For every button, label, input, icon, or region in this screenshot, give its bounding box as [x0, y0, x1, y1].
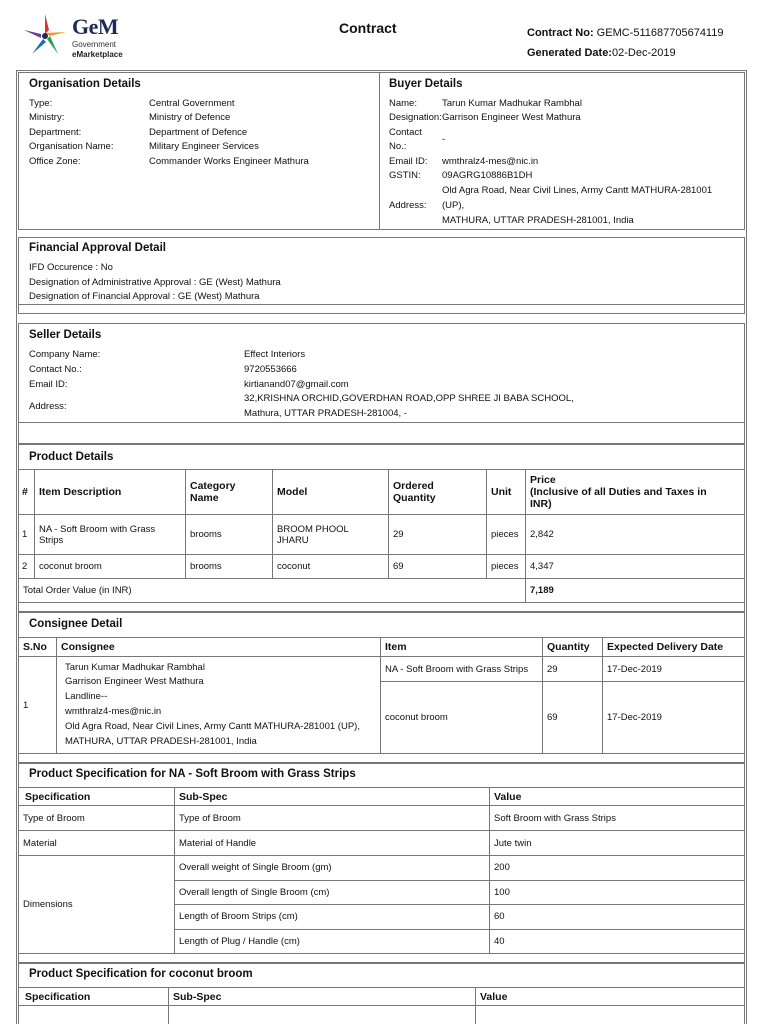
spec2-header-row	[19, 988, 745, 1006]
buyer-designation-label: Designation:	[389, 112, 442, 123]
consignee-line: Landline--	[65, 691, 108, 703]
spec-sub	[169, 1006, 476, 1024]
buyer-title: Buyer Details	[389, 78, 463, 90]
row-price: 4,347	[526, 555, 745, 579]
col-model: Model	[273, 470, 389, 515]
col-spec: Specification	[19, 988, 169, 1006]
col-price	[526, 470, 745, 515]
row-model: coconut	[273, 555, 389, 579]
consignee-line: MATHURA, UTTAR PRADESH-281001, India	[65, 735, 257, 747]
consignee-qty: 69	[543, 682, 603, 754]
total-row	[19, 579, 745, 603]
seller-contact: 9720553666	[244, 364, 297, 375]
page-title: Contract	[339, 20, 397, 36]
contract-number-label: Contract No:	[527, 27, 594, 39]
table-row	[19, 806, 745, 831]
buyer-contact: -	[442, 134, 446, 145]
consignee-title: Consignee Detail	[29, 618, 123, 630]
consignee-line: Old Agra Road, Near Civil Lines, Army Cantt MATHURA-281001 (UP),	[65, 720, 360, 732]
seller-title: Seller Details	[29, 329, 102, 341]
buyer-email: wmthralz4-mes@nic.in	[442, 156, 539, 167]
table-row	[19, 555, 745, 579]
org-label: Department:	[29, 127, 82, 138]
org-label: Ministry:	[29, 112, 65, 123]
financial-section	[18, 237, 745, 305]
spacer	[18, 422, 745, 444]
col-sno: S.No	[19, 638, 57, 657]
col-num: #	[19, 470, 35, 515]
spec-value: 200	[490, 856, 745, 881]
total-value: 7,189	[526, 579, 745, 603]
buyer-address: (UP),	[442, 200, 465, 211]
col-value: Value	[490, 788, 745, 806]
table-row	[19, 515, 745, 555]
generated-date-value: 02-Dec-2019	[611, 47, 676, 59]
spec-sub: Type of Broom	[175, 806, 490, 831]
buyer-name-label: Name:	[389, 98, 417, 109]
spec-sub: Length of Broom Strips (cm)	[175, 905, 490, 930]
row-desc	[35, 515, 186, 555]
org-value: Ministry of Defence	[149, 112, 231, 123]
col-spec: Specification	[19, 788, 175, 806]
buyer-address: Old Agra Road, Near Civil Lines, Army Cantt MATHURA-281001	[442, 185, 713, 196]
consignee-header-row	[19, 638, 745, 657]
spacer	[18, 953, 745, 963]
row-price: 2,842	[526, 515, 745, 555]
buyer-contact-label: No.:	[389, 141, 407, 152]
buyer-gstin: 09AGRG10886B1DH	[442, 170, 533, 181]
spacer	[18, 753, 745, 763]
table-row	[19, 1006, 745, 1024]
row-qty: 29	[389, 515, 487, 555]
consignee-item: coconut broom	[381, 682, 543, 754]
spec-name: Dimensions	[19, 856, 175, 954]
seller-contact-label: Contact No.:	[29, 364, 82, 375]
spec2-table	[18, 987, 745, 1024]
org-label: Organisation Name:	[29, 141, 114, 152]
seller-email-label: Email ID:	[29, 379, 68, 390]
col-subspec: Sub-Spec	[175, 788, 490, 806]
generated-date	[527, 47, 676, 59]
col-category-line: Name	[190, 492, 219, 504]
spec-name: Material	[19, 831, 175, 856]
row-desc-line: Strips	[39, 534, 64, 546]
row-unit: pieces	[487, 515, 526, 555]
spacer	[18, 304, 745, 314]
buyer-gstin-label: GSTIN:	[389, 170, 421, 181]
logo-line-2: eMarketplace	[72, 50, 123, 59]
consignee-item: NA - Soft Broom with Grass Strips	[381, 657, 543, 682]
row-category: brooms	[186, 515, 273, 555]
seller-address: 32,KRISHNA ORCHID,GOVERDHAN ROAD,OPP SHREE JI BABA SCHOOL,	[244, 393, 574, 404]
col-category-line: Category	[190, 480, 236, 492]
spacer	[18, 602, 745, 612]
admin-approval: Designation of Administrative Approval : GE (West) Mathura	[29, 277, 281, 288]
spec-name	[19, 1006, 169, 1024]
buyer-contact-label: Contact	[389, 127, 422, 138]
col-price-line: INR)	[530, 498, 552, 510]
contract-number-value: GEMC-511687705674119	[596, 27, 724, 39]
org-value: Commander Works Engineer Mathura	[149, 156, 309, 167]
spec-value: 40	[490, 929, 745, 954]
col-item: Item	[381, 638, 543, 657]
buyer-name: Tarun Kumar Madhukar Rambhal	[442, 98, 582, 109]
col-delivery-date: Expected Delivery Date	[603, 638, 745, 657]
spec1-title-bar	[18, 763, 745, 788]
table-row	[19, 831, 745, 856]
table-row	[19, 657, 745, 682]
spec-sub: Material of Handle	[175, 831, 490, 856]
consignee-details	[57, 657, 381, 754]
row-num: 1	[19, 515, 35, 555]
row-desc: coconut broom	[35, 555, 186, 579]
financial-approval: Designation of Financial Approval : GE (West) Mathura	[29, 291, 260, 302]
row-unit: pieces	[487, 555, 526, 579]
product-header-row	[19, 470, 745, 515]
consignee-qty: 29	[543, 657, 603, 682]
row-desc-line: NA - Soft Broom with Grass	[39, 523, 156, 535]
gem-star-icon	[22, 12, 68, 58]
total-label: Total Order Value (in INR)	[19, 579, 526, 603]
col-category	[186, 470, 273, 515]
seller-section	[18, 323, 745, 423]
consignee-date: 17-Dec-2019	[603, 657, 745, 682]
spec-value: 100	[490, 880, 745, 905]
row-category: brooms	[186, 555, 273, 579]
row-qty: 69	[389, 555, 487, 579]
spec-sub: Overall weight of Single Broom (gm)	[175, 856, 490, 881]
col-qty-line: Quantity	[393, 492, 436, 504]
products-title-bar	[18, 444, 745, 470]
contract-number	[527, 27, 723, 39]
row-num: 2	[19, 555, 35, 579]
org-value: Department of Defence	[149, 127, 248, 138]
spec-value: Soft Broom with Grass Strips	[490, 806, 745, 831]
org-value: Central Government	[149, 98, 235, 109]
logo-line-1: Government	[72, 40, 117, 49]
spec2-title: Product Specification for coconut broom	[29, 968, 253, 980]
row-model	[273, 515, 389, 555]
consignee-line: wmthralz4-mes@nic.in	[65, 706, 162, 717]
seller-company: Effect Interiors	[244, 349, 306, 360]
buyer-designation: Garrison Engineer West Mathura	[442, 112, 581, 123]
col-consignee: Consignee	[57, 638, 381, 657]
consignee-line: Tarun Kumar Madhukar Rambhal	[65, 661, 205, 673]
col-qty-line: Ordered	[393, 480, 434, 492]
seller-email: kirtianand07@gmail.com	[244, 379, 349, 390]
buyer-address-label: Address:	[389, 200, 427, 211]
col-value: Value	[476, 988, 745, 1006]
spec-value: 60	[490, 905, 745, 930]
consignee-sno: 1	[19, 657, 57, 754]
table-row	[19, 856, 745, 881]
spec-name: Type of Broom	[19, 806, 175, 831]
org-buyer-section	[18, 72, 745, 230]
spec1-table	[18, 787, 745, 954]
col-quantity: Quantity	[543, 638, 603, 657]
financial-title: Financial Approval Detail	[29, 242, 166, 254]
spec-value	[476, 1006, 745, 1024]
gem-logo	[22, 12, 142, 62]
buyer-address: MATHURA, UTTAR PRADESH-281001, India	[442, 215, 634, 226]
spec-sub: Overall length of Single Broom (cm)	[175, 880, 490, 905]
spec-value: Jute twin	[490, 831, 745, 856]
org-title: Organisation Details	[29, 78, 141, 90]
row-model-line: JHARU	[277, 534, 309, 546]
org-label: Type:	[29, 98, 53, 109]
spec2-title-bar	[18, 963, 745, 988]
col-desc: Item Description	[35, 470, 186, 515]
product-table	[18, 469, 745, 603]
seller-address-label: Address:	[29, 401, 67, 412]
logo-wordmark: GeM	[72, 14, 119, 39]
col-subspec: Sub-Spec	[169, 988, 476, 1006]
consignee-line: Garrison Engineer West Mathura	[65, 676, 204, 688]
col-price-line: (Inclusive of all Duties and Taxes in	[530, 486, 707, 498]
consignee-title-bar	[18, 612, 745, 638]
org-label: Office Zone:	[29, 156, 81, 167]
spec1-header-row	[19, 788, 745, 806]
spec-sub: Length of Plug / Handle (cm)	[175, 929, 490, 954]
ifd-occurence: IFD Occurence : No	[29, 262, 113, 273]
org-value: Military Engineer Services	[149, 141, 259, 152]
col-unit: Unit	[487, 470, 526, 515]
spec1-title: Product Specification for NA - Soft Broom with Grass Strips	[29, 768, 356, 780]
seller-company-label: Company Name:	[29, 349, 101, 360]
buyer-email-label: Email ID:	[389, 156, 428, 167]
generated-date-label: Generated Date:	[527, 47, 612, 59]
col-price-line: Price	[530, 474, 556, 486]
consignee-table	[18, 637, 745, 754]
col-qty	[389, 470, 487, 515]
products-title: Product Details	[29, 451, 114, 463]
row-model-line: BROOM PHOOL	[277, 523, 349, 535]
seller-address: Mathura, UTTAR PRADESH-281004, -	[244, 408, 407, 419]
consignee-date: 17-Dec-2019	[603, 682, 745, 754]
